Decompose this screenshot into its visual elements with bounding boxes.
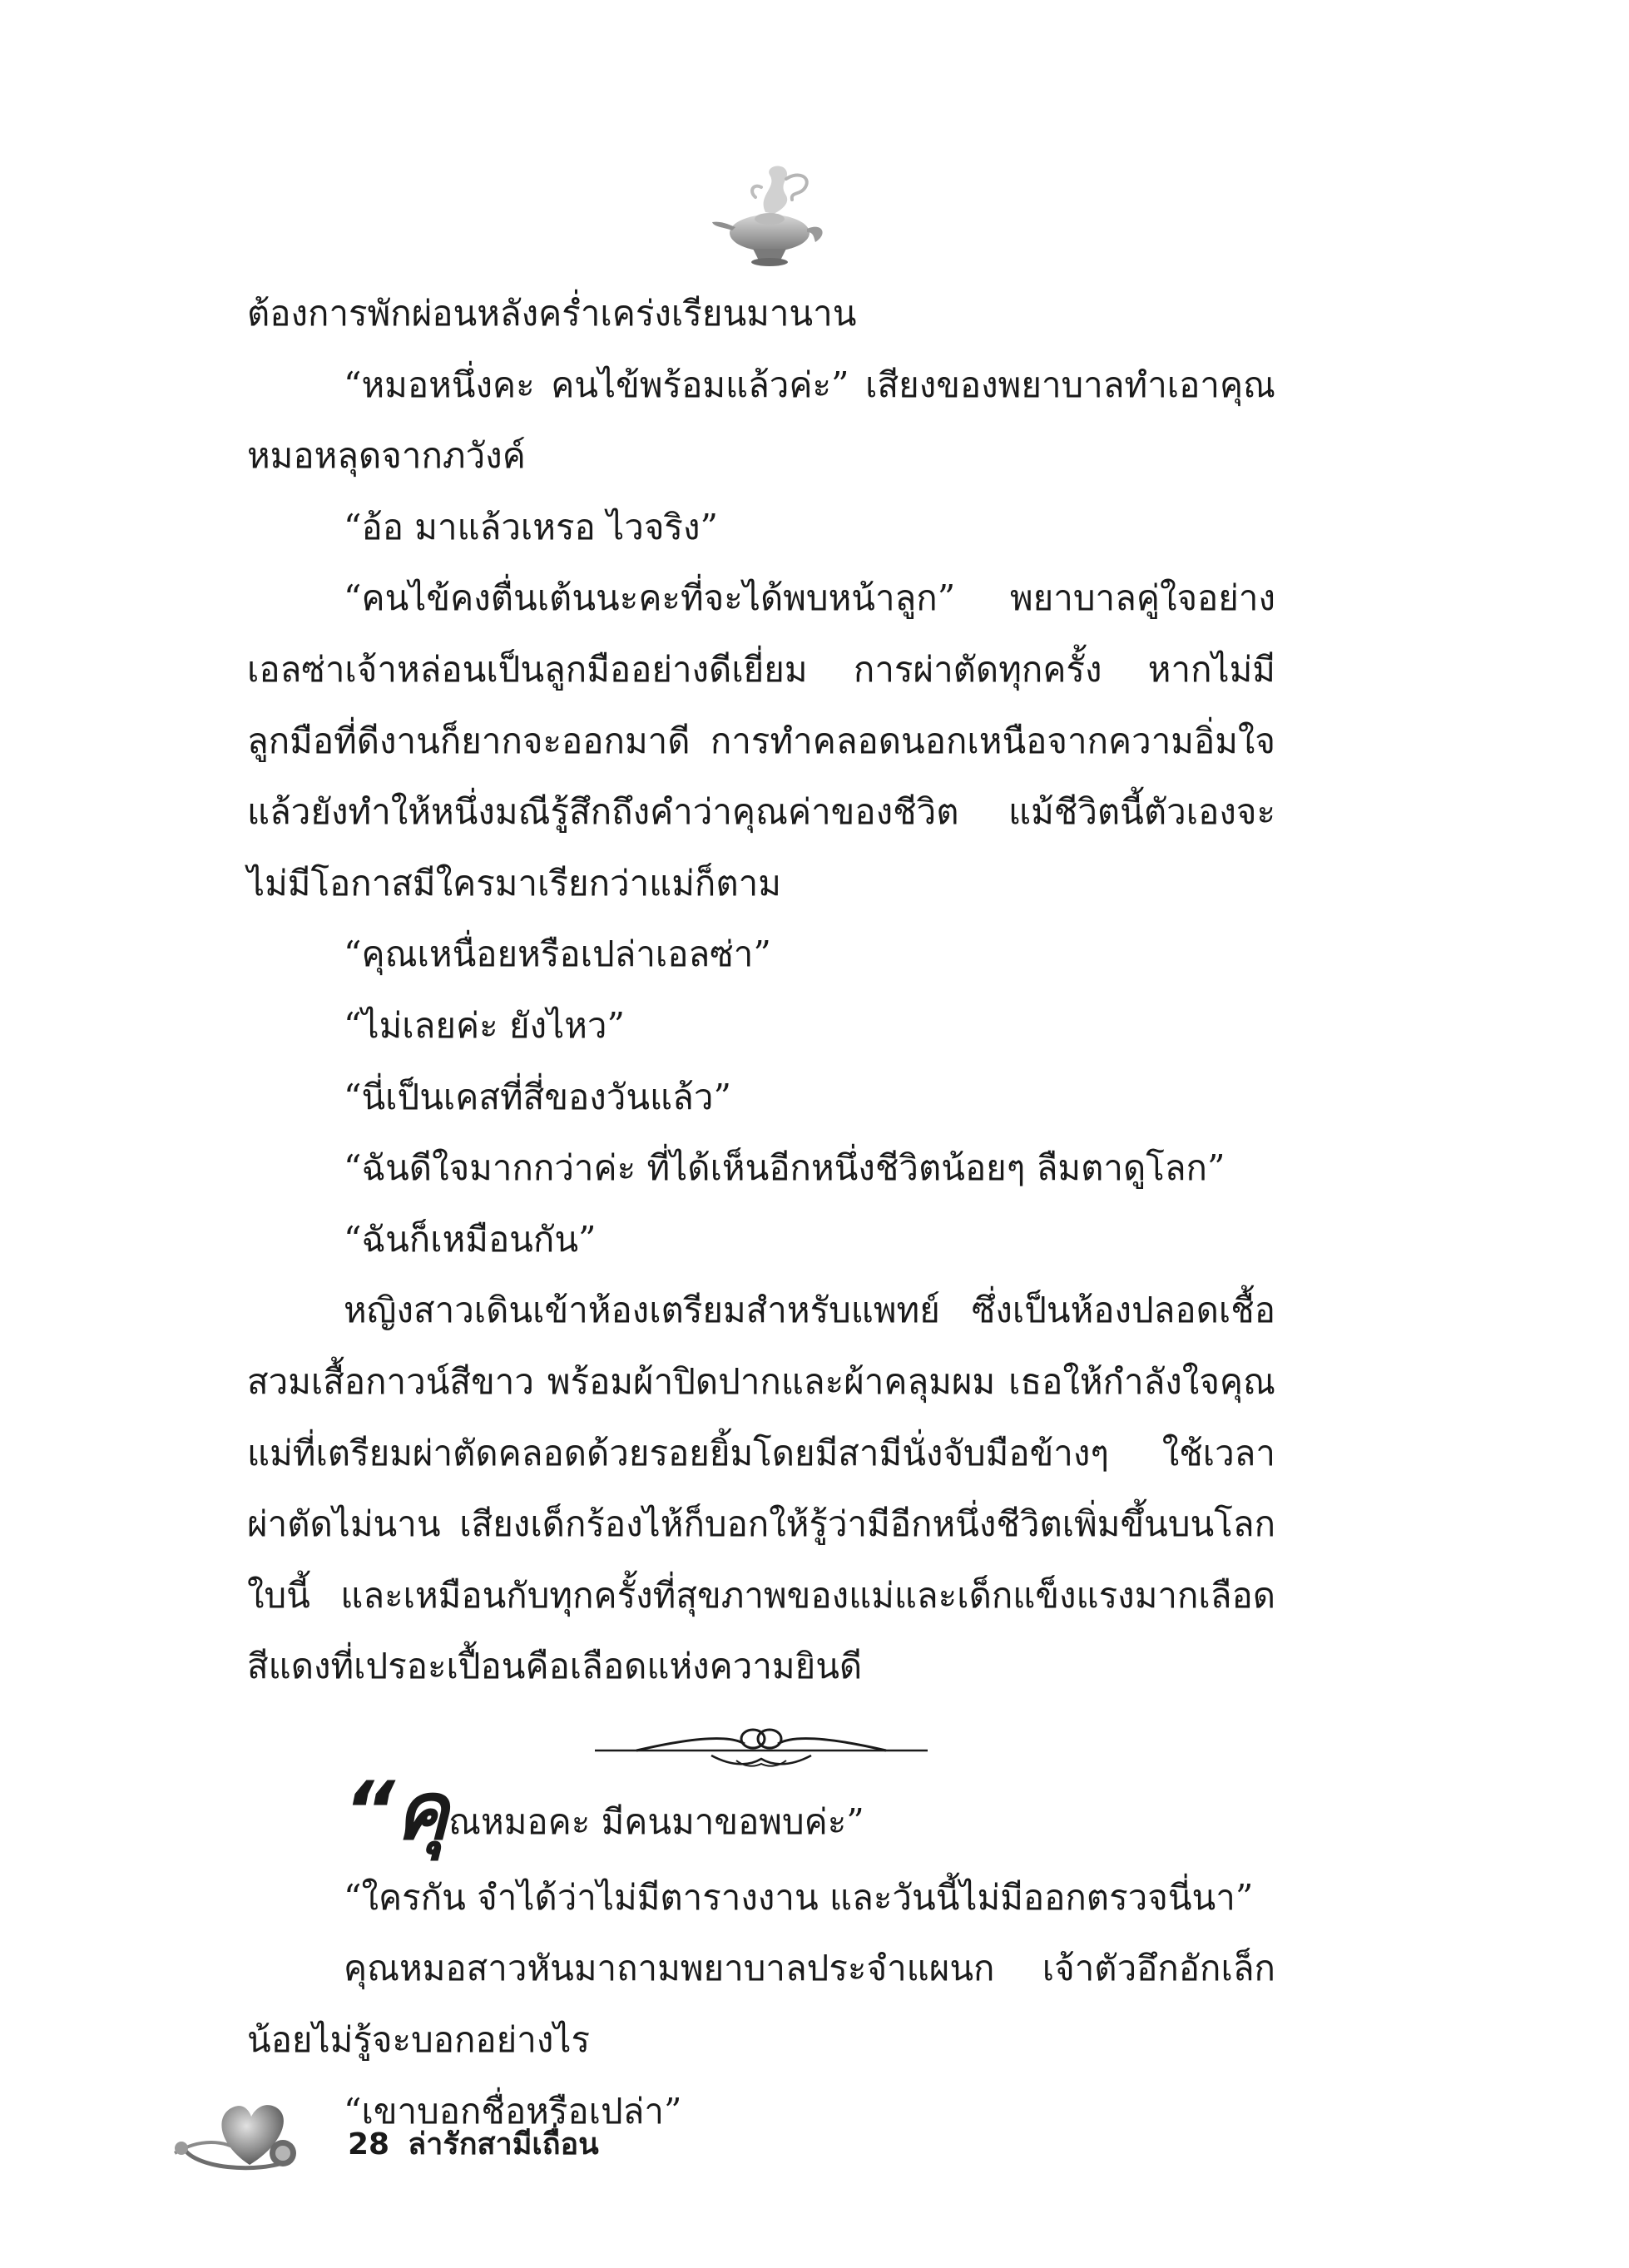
dropcap-letter: คุ xyxy=(394,1764,449,1858)
genie-lamp-icon xyxy=(707,162,832,270)
dialog-line: “คุณเหนื่อยหรือเปล่าเอลซ่า” xyxy=(344,933,771,975)
dialog-line: “อ้อ มาแล้วเหรอ ไวจริง” xyxy=(344,506,718,547)
dialog-line: “ฉันก็เหมือนกัน” xyxy=(344,1218,597,1260)
paragraph: คุณหมอสาวหันมาถามพยาบาลประจำแผนก เจ้าตัวอึกอักเล็กน้อยไม่รู้จะบอกอย่างไร xyxy=(247,1948,1275,2061)
paragraph: ต้องการพักผ่อนหลังคร่ำเคร่งเรียนมานาน xyxy=(247,293,857,334)
dialog-line: “ไม่เลยค่ะ ยังไหว” xyxy=(344,1004,625,1046)
dialog-line: “นี่เป็นเคสที่สี่ของวันแล้ว” xyxy=(344,1076,731,1117)
page-footer xyxy=(166,2088,832,2180)
dropcap-quote: “ xyxy=(344,1764,395,1858)
dialog-line: “เขาบอกชื่อหรือเปล่า” xyxy=(344,2090,682,2132)
dialog-line: “ใครกัน จำได้ว่าไม่มีตารางงาน และวันนี้ไม่มีออกตรวจนี่นา” xyxy=(344,1876,1254,1918)
body-text xyxy=(247,278,1275,2147)
page-number: 28 xyxy=(348,2127,390,2162)
dropcap-rest: ณหมอคะ มีคนมาขอพบค่ะ” xyxy=(448,1800,864,1842)
paragraph: “หมอหนึ่งคะ คนไข้พร้อมแล้วค่ะ” เสียงของพยาบาลทำเอาคุณหมอหลุดจากภวังค์ xyxy=(247,364,1275,477)
heart-stethoscope-icon xyxy=(166,2088,324,2180)
dialog-line: “ฉันดีใจมากกว่าค่ะ ที่ได้เห็นอีกหนึ่งชีวิตน้อยๆ ลืมตาดูโลก” xyxy=(344,1147,1225,1189)
paragraph: “คนไข้คงตื่นเต้นนะคะที่จะได้พบหน้าลูก” พยาบาลคู่ใจอย่างเอลซ่าเจ้าหล่อนเป็นลูกมืออย่างดีเยี่ยม การผ่าตัดทุกครั้ง หากไม่มีลูกมือที่ดีงานก็ยากจะออกมาดี การทำคลอดนอกเหนือจากความอิ่มใจแล้วยังทำให้หนึ่งมณีรู้สึกถึงคำว่าคุณค่าของชีวิต แม้ชีวิตนี้ตัวเองจะไม่มีโอกาสมีใครมาเรียกว่าแม่ก็ตาม xyxy=(247,577,1275,904)
footer-label xyxy=(348,2120,599,2167)
paragraph: หญิงสาวเดินเข้าห้องเตรียมสำหรับแพทย์ ซึ่งเป็นห้องปลอดเชื้อสวมเสื้อกาวน์สีขาว พร้อมผ้าปิดปากและผ้าคลุมผม เธอให้กำลังใจคุณแม่ที่เตรียมผ่าตัดคลอดด้วยรอยยิ้มโดยมีสามีนั่งจับมือข้างๆ ใช้เวลาผ่าตัดไม่นาน เสียงเด็กร้องไห้ก็บอกให้รู้ว่ามีอีกหนึ่งชีวิตเพิ่มขึ้นบนโลกใบนี้ และเหมือนกับทุกครั้งที่สุขภาพของแม่และเด็กแข็งแรงมากเลือดสีแดงที่เปรอะเปื้อนคือเลือดแห่งความยินดี xyxy=(247,1290,1275,1687)
book-title: ล่ารักสามีเถื่อน xyxy=(408,2127,599,2162)
dropcap-paragraph xyxy=(247,1764,1275,1862)
